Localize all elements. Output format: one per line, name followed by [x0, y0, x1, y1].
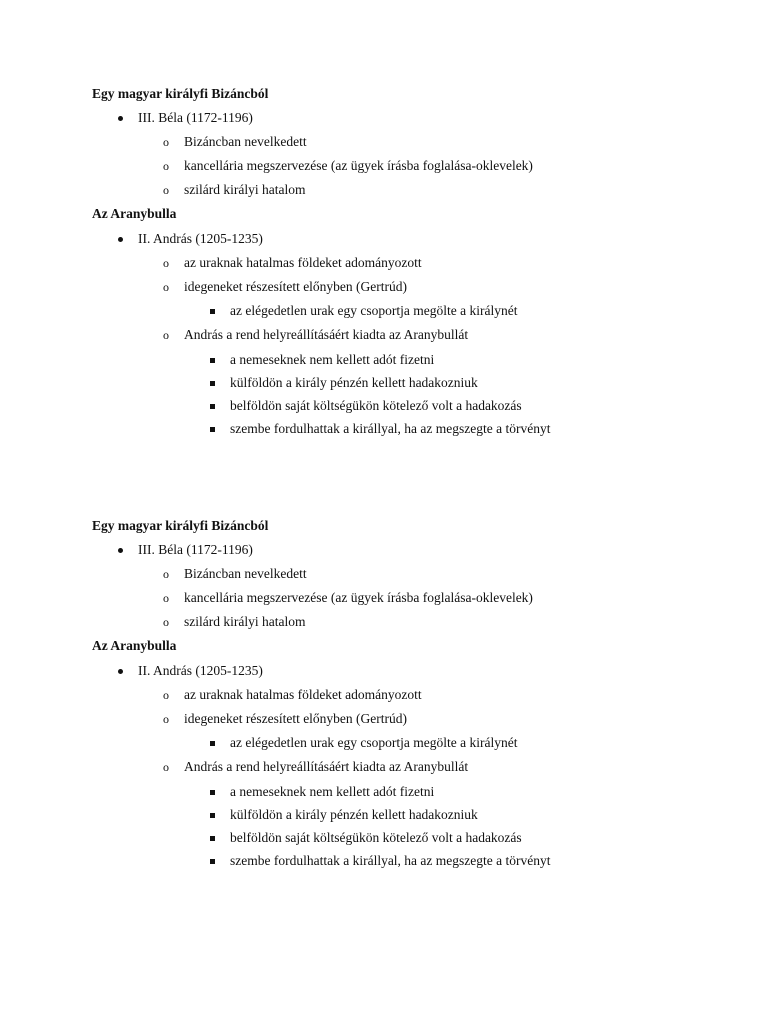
section-heading-byzantium: Egy magyar királyfi Bizáncból	[92, 86, 269, 101]
list-item	[163, 154, 533, 178]
list-item-label: III. Béla (1172-1196)	[138, 110, 253, 125]
list-item-label: a nemeseknek nem kellett adót fizetni	[230, 352, 435, 367]
list-item-bela	[138, 106, 253, 130]
bullet-circle-icon: o	[163, 688, 169, 702]
list-item-label: az elégedetlen urak egy csoportja megölte a királynét	[230, 735, 518, 750]
list-item	[230, 731, 518, 755]
list-item-andras	[138, 659, 263, 683]
bullet-disc-icon	[115, 538, 125, 562]
list-item-label: II. András (1205-1235)	[138, 231, 263, 246]
bullet-square-icon	[207, 731, 217, 755]
list-item	[230, 394, 522, 418]
list-item	[163, 586, 533, 610]
list-item-label: kancellária megszervezése (az ügyek írásba foglalása-oklevelek)	[184, 590, 533, 605]
list-item-label: kancellária megszervezése (az ügyek írásba foglalása-oklevelek)	[184, 158, 533, 173]
list-item	[163, 683, 422, 707]
list-item-label: belföldön saját költségükön kötelező volt a hadakozás	[230, 398, 522, 413]
bullet-circle-icon: o	[163, 591, 169, 605]
bullet-square-icon	[207, 826, 217, 850]
list-item-label: külföldön a király pénzén kellett hadakozniuk	[230, 375, 478, 390]
section-heading-byzantium: Egy magyar királyfi Bizáncból	[92, 518, 269, 533]
list-item-label: az elégedetlen urak egy csoportja megölte a királynét	[230, 303, 518, 318]
list-item	[163, 130, 307, 154]
list-item-label: szembe fordulhattak a királlyal, ha az megszegte a törvényt	[230, 421, 551, 436]
bullet-disc-icon	[115, 106, 125, 130]
list-item-label: II. András (1205-1235)	[138, 663, 263, 678]
bullet-disc-icon	[115, 227, 125, 251]
list-item-label: idegeneket részesített előnyben (Gertrúd)	[184, 711, 408, 726]
bullet-circle-icon: o	[163, 328, 169, 342]
list-item	[230, 849, 551, 873]
list-item	[163, 251, 422, 275]
bullet-square-icon	[207, 371, 217, 395]
list-item	[230, 299, 518, 323]
bullet-square-icon	[207, 417, 217, 441]
list-item	[163, 275, 408, 299]
bullet-circle-icon: o	[163, 183, 169, 197]
bullet-circle-icon: o	[163, 615, 169, 629]
list-item	[163, 755, 469, 779]
list-item	[230, 826, 522, 850]
list-item	[230, 780, 434, 804]
section-heading-golden-bull: Az Aranybulla	[92, 638, 177, 653]
list-item	[163, 610, 306, 634]
list-item	[163, 707, 408, 731]
bullet-square-icon	[207, 780, 217, 804]
bullet-square-icon	[207, 348, 217, 372]
list-item-label: az uraknak hatalmas földeket adományozott	[184, 687, 422, 702]
list-item-bela	[138, 538, 253, 562]
list-item	[230, 417, 551, 441]
list-item-label: szilárd királyi hatalom	[184, 182, 306, 197]
list-item-label: szilárd királyi hatalom	[184, 614, 306, 629]
list-item-andras	[138, 227, 263, 251]
bullet-circle-icon: o	[163, 760, 169, 774]
bullet-disc-icon	[115, 659, 125, 683]
list-item	[230, 803, 478, 827]
list-item-label: belföldön saját költségükön kötelező volt a hadakozás	[230, 830, 522, 845]
bullet-square-icon	[207, 394, 217, 418]
list-item-label: Bizáncban nevelkedett	[184, 566, 307, 581]
list-item	[163, 562, 307, 586]
list-item	[163, 323, 469, 347]
list-item-label: külföldön a király pénzén kellett hadakozniuk	[230, 807, 478, 822]
list-item-label: András a rend helyreállításáért kiadta az Aranybullát	[184, 327, 469, 342]
bullet-circle-icon: o	[163, 280, 169, 294]
bullet-circle-icon: o	[163, 256, 169, 270]
bullet-square-icon	[207, 299, 217, 323]
list-item-label: III. Béla (1172-1196)	[138, 542, 253, 557]
section-heading-golden-bull: Az Aranybulla	[92, 206, 177, 221]
list-item-label: idegeneket részesített előnyben (Gertrúd)	[184, 279, 408, 294]
bullet-circle-icon: o	[163, 159, 169, 173]
list-item	[230, 348, 434, 372]
bullet-circle-icon: o	[163, 712, 169, 726]
list-item	[163, 178, 306, 202]
bullet-square-icon	[207, 849, 217, 873]
list-item-label: az uraknak hatalmas földeket adományozott	[184, 255, 422, 270]
bullet-circle-icon: o	[163, 567, 169, 581]
bullet-square-icon	[207, 803, 217, 827]
list-item-label: Bizáncban nevelkedett	[184, 134, 307, 149]
bullet-circle-icon: o	[163, 135, 169, 149]
list-item	[230, 371, 478, 395]
list-item-label: András a rend helyreállításáért kiadta az Aranybullát	[184, 759, 469, 774]
list-item-label: a nemeseknek nem kellett adót fizetni	[230, 784, 435, 799]
list-item-label: szembe fordulhattak a királlyal, ha az megszegte a törvényt	[230, 853, 551, 868]
